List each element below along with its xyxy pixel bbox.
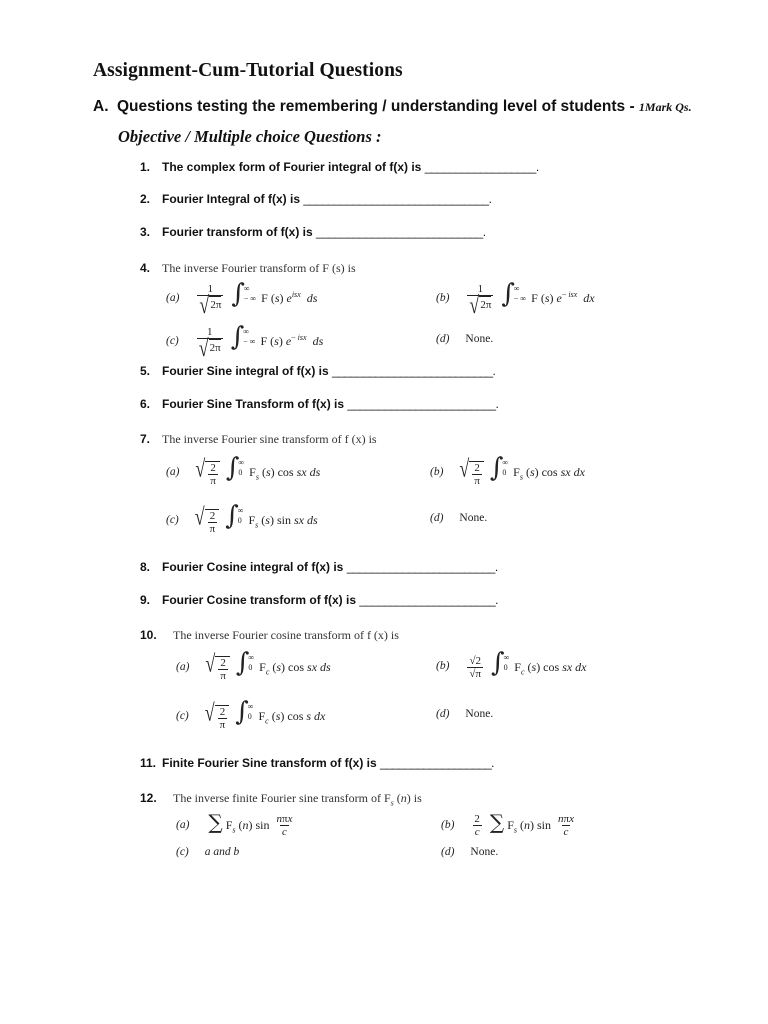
formula: 1 √ 2π ∫ ∞ − ∞ F (s) $e^{isx}$ ds [199, 279, 318, 319]
section-letter: A. [93, 98, 109, 115]
formula: √ $\frac{2}{\pi}$ ∫ ∞ 0 $F_s$ (s) cos sx ds [195, 453, 321, 487]
question-text: Fourier Cosine integral of f(x) is [162, 560, 347, 574]
option-d [436, 708, 493, 720]
option-c [176, 699, 325, 732]
option-text: a and b [204, 846, 240, 858]
option-label: (b) [430, 465, 444, 478]
subheading: Objective / Multiple choice Questions : [118, 127, 382, 146]
option-label: (c) [166, 513, 179, 526]
formula: √ $\frac{2}{\pi}$ ∫ ∞ 0 $F_s$ (s) sin sx ds [194, 501, 318, 535]
question-5 [140, 364, 495, 378]
section-text: Questions testing the remembering / understanding level of students - [117, 98, 639, 115]
question-8 [140, 560, 498, 574]
question-number: 7. [140, 432, 151, 446]
option-a [166, 455, 320, 488]
question-7 [140, 430, 377, 448]
option-label: (c) [176, 709, 189, 722]
answer-blank: ______________________. [359, 593, 499, 607]
question-text: Finite Fourier Sine transform of f(x) is [162, 756, 381, 770]
question-stem: The inverse Fourier transform of F (s) is [162, 261, 356, 275]
option-label: (b) [436, 659, 450, 672]
option-a [166, 279, 318, 319]
option-b [430, 455, 585, 488]
option-label: (a) [176, 660, 190, 673]
option-label: (a) [176, 818, 190, 831]
question-text: Fourier Sine integral of f(x) is [162, 364, 333, 378]
answer-blank: ______________________________. [303, 192, 492, 206]
option-text: None. [465, 333, 494, 345]
option-c [166, 322, 324, 362]
question-number: 11. [140, 756, 157, 770]
option-b [441, 810, 578, 839]
answer-blank: __________________. [380, 756, 494, 770]
formula: √ $\frac{2}{\pi}$ ∫ ∞ 0 $F_s$ (s) cos sx dx [459, 453, 585, 487]
option-label: (a) [166, 465, 180, 478]
question-number: 12. [140, 791, 157, 805]
question-number: 9. [140, 593, 151, 607]
question-2 [140, 192, 491, 206]
question-number: 10. [140, 628, 157, 642]
section-heading [93, 98, 692, 116]
option-text: None. [459, 512, 488, 524]
option-a [176, 650, 331, 683]
option-d [430, 512, 487, 524]
question-9 [140, 593, 498, 607]
question-stem: The inverse Fourier sine transform of f (x) is [162, 432, 377, 446]
option-label: (a) [166, 292, 180, 305]
option-label: (d) [436, 333, 450, 345]
question-text: The complex form of Fourier integral of f(x) is [162, 160, 425, 174]
option-label: (d) [430, 512, 444, 524]
question-number: 4. [140, 261, 151, 275]
question-number: 1. [140, 160, 151, 174]
question-6 [140, 397, 498, 411]
answer-blank: __________________. [424, 160, 539, 174]
question-stem: The inverse finite Fourier sine transform of $F_s$ (n) is [173, 791, 422, 808]
option-b [436, 650, 587, 681]
option-text: None. [465, 708, 494, 720]
question-number: 6. [140, 397, 151, 411]
option-label: (d) [441, 846, 455, 858]
question-number: 5. [140, 364, 151, 378]
option-d [441, 846, 498, 858]
option-label: (c) [176, 846, 189, 858]
formula: √ $\frac{2}{\pi}$ ∫ ∞ 0 $F_c$ (s) cos s dx [204, 697, 326, 731]
option-a [176, 810, 296, 839]
question-stem: The inverse Fourier cosine transform of f (x) is [173, 628, 399, 642]
option-c [166, 503, 318, 536]
answer-blank: ________________________. [346, 560, 498, 574]
question-4 [140, 259, 356, 277]
question-10 [140, 626, 399, 644]
option-text: None. [470, 846, 499, 858]
question-stem-text: The inverse finite Fourier sine transform of F [173, 791, 391, 805]
option-label: (b) [441, 818, 455, 831]
option-d [436, 333, 493, 345]
option-b [436, 279, 595, 319]
question-11 [140, 756, 494, 770]
answer-blank: ___________________________. [316, 225, 486, 239]
page-title: Assignment-Cum-Tutorial Questions [93, 60, 403, 81]
question-12 [140, 789, 422, 807]
question-number: 3. [140, 225, 151, 239]
question-number: 8. [140, 560, 151, 574]
option-label: (d) [436, 708, 450, 720]
formula: $\frac{2}{c}$ ∑ $F_s$ (n) sin $\frac{\text{nπx}}{c}$ [474, 810, 574, 839]
question-3 [140, 225, 486, 239]
formula: $\frac{√2}{√\pi}$ ∫ ∞ 0 $F_c$ (s) cos sx dx [469, 648, 587, 681]
question-1 [140, 160, 539, 174]
option-label: (b) [436, 292, 450, 305]
formula: 1 √ 2π ∫ ∞ − ∞ F (s) $e^{- isx}$ ds [198, 322, 324, 362]
question-text: Fourier Integral of f(x) is [162, 192, 304, 206]
option-label: (c) [166, 335, 179, 348]
answer-blank: __________________________. [332, 364, 496, 378]
question-text: Fourier Sine Transform of f(x) is [162, 397, 348, 411]
formula: 1 √ 2π ∫ ∞ − ∞ F (s) $e^{- isx}$ dx [469, 279, 595, 319]
answer-blank: ________________________. [347, 397, 499, 411]
question-number: 2. [140, 192, 151, 206]
question-text: Fourier transform of f(x) is [162, 225, 317, 239]
section-marks: 1Mark Qs. [638, 100, 692, 114]
option-c [176, 846, 239, 858]
question-text: Fourier Cosine transform of f(x) is [162, 593, 360, 607]
formula: ∑ $F_s$ (n) sin $\frac{\text{nπx}}{c}$ [208, 810, 293, 839]
formula: √ $\frac{2}{\pi}$ ∫ ∞ 0 $F_c$ (s) cos sx ds [205, 648, 331, 682]
